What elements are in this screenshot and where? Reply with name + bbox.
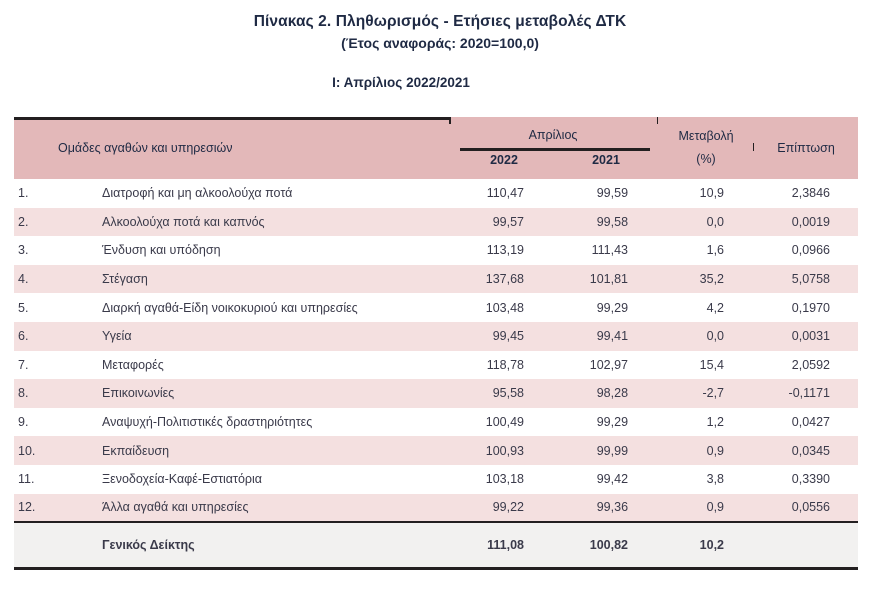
row-label: Άλλα αγαθά και υπηρεσίες	[58, 494, 450, 523]
cell-change: 0,9	[658, 436, 754, 465]
page-title: Πίνακας 2. Πληθωρισμός - Ετήσιες μεταβολές ΔΤΚ	[253, 13, 627, 30]
cell-change: 1,2	[658, 408, 754, 437]
total-impact	[754, 522, 858, 569]
row-label: Υγεία	[58, 322, 450, 351]
total-index	[14, 522, 58, 569]
table-row	[14, 465, 858, 494]
cell-2021: 99,42	[554, 465, 658, 494]
table-header-row	[14, 117, 858, 179]
row-label: Στέγαση	[58, 265, 450, 294]
cell-2022: 137,68	[450, 265, 554, 294]
column-header-impact-label: Επίπτωση	[777, 141, 835, 155]
row-label: Ένδυση και υπόδηση	[58, 236, 450, 265]
total-change: 10,2	[658, 522, 754, 569]
cell-2022: 100,49	[450, 408, 554, 437]
cell-change: 15,4	[658, 351, 754, 380]
cell-2022: 99,45	[450, 322, 554, 351]
cell-2021: 99,41	[554, 322, 658, 351]
cell-2022: 118,78	[450, 351, 554, 380]
table-row	[14, 293, 858, 322]
row-label: Μεταφορές	[58, 351, 450, 380]
cell-impact: 0,0556	[754, 494, 858, 523]
cell-impact: 0,0966	[754, 236, 858, 265]
row-index: 1.	[14, 179, 58, 208]
inflation-table	[14, 117, 858, 570]
cell-change: 0,0	[658, 208, 754, 237]
cell-2021: 99,29	[554, 293, 658, 322]
total-label: Γενικός Δείκτης	[58, 522, 450, 569]
cell-2022: 100,93	[450, 436, 554, 465]
cell-impact: 2,3846	[754, 179, 858, 208]
cell-change: 35,2	[658, 265, 754, 294]
cell-change: 4,2	[658, 293, 754, 322]
cell-change: 1,6	[658, 236, 754, 265]
row-index: 11.	[14, 465, 58, 494]
cell-impact: 0,3390	[754, 465, 858, 494]
cell-change: 10,9	[658, 179, 754, 208]
cell-change: 0,9	[658, 494, 754, 523]
cell-2022: 99,22	[450, 494, 554, 523]
row-index: 7.	[14, 351, 58, 380]
table-row	[14, 322, 858, 351]
row-label: Αναψυχή-Πολιτιστικές δραστηριότητες	[58, 408, 450, 437]
table-row	[14, 408, 858, 437]
column-header-groups	[14, 117, 450, 179]
cell-impact: 0,0031	[754, 322, 858, 351]
cell-impact: 0,0345	[754, 436, 858, 465]
row-index: 8.	[14, 379, 58, 408]
row-index: 2.	[14, 208, 58, 237]
cell-2022: 103,48	[450, 293, 554, 322]
total-2021: 100,82	[554, 522, 658, 569]
column-header-change	[658, 117, 754, 179]
cell-change: 0,0	[658, 322, 754, 351]
column-header-month-label: Απρίλιος	[528, 128, 578, 142]
cell-2021: 101,81	[554, 265, 658, 294]
column-header-change-unit: (%)	[696, 152, 716, 166]
cell-2022: 99,57	[450, 208, 554, 237]
cell-2022: 113,19	[450, 236, 554, 265]
column-header-year-2021: 2021	[592, 153, 620, 167]
table-row	[14, 179, 858, 208]
row-index: 4.	[14, 265, 58, 294]
table-container	[14, 117, 858, 570]
cell-2021: 102,97	[554, 351, 658, 380]
row-label: Αλκοολούχα ποτά και καπνός	[58, 208, 450, 237]
column-header-year-2022: 2022	[490, 153, 518, 167]
row-index: 3.	[14, 236, 58, 265]
row-label: Εκπαίδευση	[58, 436, 450, 465]
total-2022: 111,08	[450, 522, 554, 569]
cell-2021: 111,43	[554, 236, 658, 265]
cell-impact: 2,0592	[754, 351, 858, 380]
row-index: 10.	[14, 436, 58, 465]
column-header-change-label: Μεταβολή	[678, 128, 734, 143]
row-index: 5.	[14, 293, 58, 322]
cell-impact: 0,1970	[754, 293, 858, 322]
cell-2021: 99,36	[554, 494, 658, 523]
title-block	[0, 0, 880, 90]
cell-2022: 95,58	[450, 379, 554, 408]
cell-2021: 99,59	[554, 179, 658, 208]
row-index: 12.	[14, 494, 58, 523]
column-header-groups-label: Ομάδες αγαθών και υπηρεσιών	[58, 141, 233, 155]
row-label: Διατροφή και μη αλκοολούχα ποτά	[58, 179, 450, 208]
cell-impact: 5,0758	[754, 265, 858, 294]
cell-2022: 110,47	[450, 179, 554, 208]
column-header-impact	[754, 117, 858, 179]
table-row	[14, 236, 858, 265]
row-label: Διαρκή αγαθά-Είδη νοικοκυριού και υπηρεσίες	[58, 293, 450, 322]
row-label: Επικοινωνίες	[58, 379, 450, 408]
page-subtitle: (Έτος αναφοράς: 2020=100,0)	[341, 35, 539, 52]
cell-change: 3,8	[658, 465, 754, 494]
row-index: 9.	[14, 408, 58, 437]
cell-impact: 0,0019	[754, 208, 858, 237]
row-label: Ξενοδοχεία-Καφέ-Εστιατόρια	[58, 465, 450, 494]
cell-change: -2,7	[658, 379, 754, 408]
section-title: Ι: Απρίλιος 2022/2021	[332, 75, 470, 91]
table-row	[14, 265, 858, 294]
row-index: 6.	[14, 322, 58, 351]
cell-2021: 99,29	[554, 408, 658, 437]
month-underline-rule	[460, 148, 650, 151]
table-row	[14, 351, 858, 380]
cell-2022: 103,18	[450, 465, 554, 494]
table-total-row	[14, 522, 858, 569]
table-body	[14, 179, 858, 569]
table-row	[14, 494, 858, 523]
cell-impact: -0,1171	[754, 379, 858, 408]
cell-2021: 98,28	[554, 379, 658, 408]
table-head	[14, 117, 858, 179]
cell-impact: 0,0427	[754, 408, 858, 437]
cell-2021: 99,58	[554, 208, 658, 237]
table-row	[14, 379, 858, 408]
cell-2021: 99,99	[554, 436, 658, 465]
table-row	[14, 208, 858, 237]
column-header-month	[450, 117, 658, 179]
table-row	[14, 436, 858, 465]
column-divider-tick	[449, 117, 451, 124]
